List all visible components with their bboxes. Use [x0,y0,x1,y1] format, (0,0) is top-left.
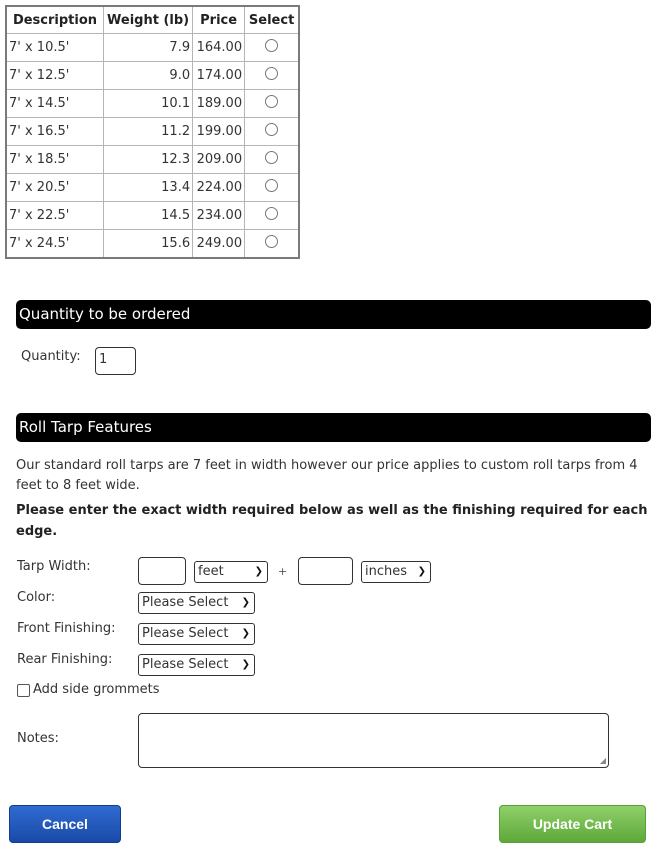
side-grommets-checkbox[interactable] [17,684,30,697]
table-row [6,202,299,230]
col-header-weight: Weight (lb) [104,6,193,34]
row-select-cell [245,146,300,174]
row-select-cell [245,34,300,62]
color-select[interactable] [138,592,255,614]
chevron-down-icon: ❯ [241,628,250,639]
quantity-label: Quantity: [21,349,81,364]
row-price: 164.00 [193,34,245,62]
color-label: Color: [17,590,56,605]
notes-label: Notes: [17,731,59,746]
tarp-width-feet-input[interactable] [138,557,186,585]
row-price: 174.00 [193,62,245,90]
features-description: Our standard roll tarps are 7 feet in width however our price applies to custom roll tarps from 4 feet to 8 feet wide. [16,458,638,493]
row-weight: 11.2 [104,118,193,146]
front-finishing-select[interactable] [138,623,255,645]
feet-unit-value: feet [198,564,224,579]
row-select-cell [245,90,300,118]
feet-unit-select[interactable] [194,561,268,583]
col-header-price: Price [193,6,245,34]
row-weight: 14.5 [104,202,193,230]
select-radio[interactable] [265,67,278,80]
size-table [5,5,300,259]
table-header-row [6,6,299,34]
front-finishing-value: Please Select [142,626,229,641]
row-description: 7' x 14.5' [6,90,104,118]
update-cart-button[interactable]: Update Cart [499,805,646,843]
select-radio[interactable] [265,207,278,220]
row-price: 209.00 [193,146,245,174]
notes-textarea[interactable] [138,713,609,768]
table-row [6,118,299,146]
quantity-input[interactable]: 1 [95,347,136,375]
color-select-value: Please Select [142,595,229,610]
features-section-header: Roll Tarp Features [16,413,651,442]
row-price: 234.00 [193,202,245,230]
row-price: 224.00 [193,174,245,202]
row-price: 199.00 [193,118,245,146]
inches-unit-select[interactable] [361,561,431,583]
row-description: 7' x 18.5' [6,146,104,174]
row-select-cell [245,118,300,146]
row-weight: 10.1 [104,90,193,118]
chevron-down-icon: ❯ [254,566,263,577]
row-description: 7' x 16.5' [6,118,104,146]
row-description: 7' x 20.5' [6,174,104,202]
col-header-description: Description [6,6,104,34]
features-instruction: Please enter the exact width required below as well as the finishing required for each edge. [16,503,648,539]
row-description: 7' x 24.5' [6,230,104,259]
rear-finishing-value: Please Select [142,657,229,672]
row-select-cell [245,202,300,230]
side-grommets-label: Add side grommets [33,682,160,697]
front-finishing-label: Front Finishing: [17,621,116,636]
table-row [6,230,299,259]
row-description: 7' x 10.5' [6,34,104,62]
inches-unit-value: inches [365,564,408,579]
row-description: 7' x 22.5' [6,202,104,230]
row-weight: 13.4 [104,174,193,202]
row-weight: 12.3 [104,146,193,174]
select-radio[interactable] [265,95,278,108]
table-row [6,174,299,202]
row-price: 249.00 [193,230,245,259]
tarp-width-inches-input[interactable] [298,557,353,585]
tarp-width-label: Tarp Width: [17,559,91,574]
rear-finishing-select[interactable] [138,654,255,676]
table-row [6,90,299,118]
row-description: 7' x 12.5' [6,62,104,90]
select-radio[interactable] [265,179,278,192]
select-radio[interactable] [265,235,278,248]
rear-finishing-label: Rear Finishing: [17,652,113,667]
row-select-cell [245,230,300,259]
row-weight: 9.0 [104,62,193,90]
row-price: 189.00 [193,90,245,118]
select-radio[interactable] [265,39,278,52]
resize-handle-icon[interactable]: ◢ [599,756,606,765]
plus-sign: + [278,565,288,578]
table-row [6,146,299,174]
chevron-down-icon: ❯ [241,597,250,608]
select-radio[interactable] [265,123,278,136]
cancel-button[interactable]: Cancel [9,805,121,843]
chevron-down-icon: ❯ [241,659,250,670]
select-radio[interactable] [265,151,278,164]
chevron-down-icon: ❯ [417,566,426,577]
table-row [6,62,299,90]
row-select-cell [245,174,300,202]
row-weight: 15.6 [104,230,193,259]
quantity-section-header: Quantity to be ordered [16,300,651,329]
table-row [6,34,299,62]
row-weight: 7.9 [104,34,193,62]
row-select-cell [245,62,300,90]
col-header-select: Select [245,6,300,34]
